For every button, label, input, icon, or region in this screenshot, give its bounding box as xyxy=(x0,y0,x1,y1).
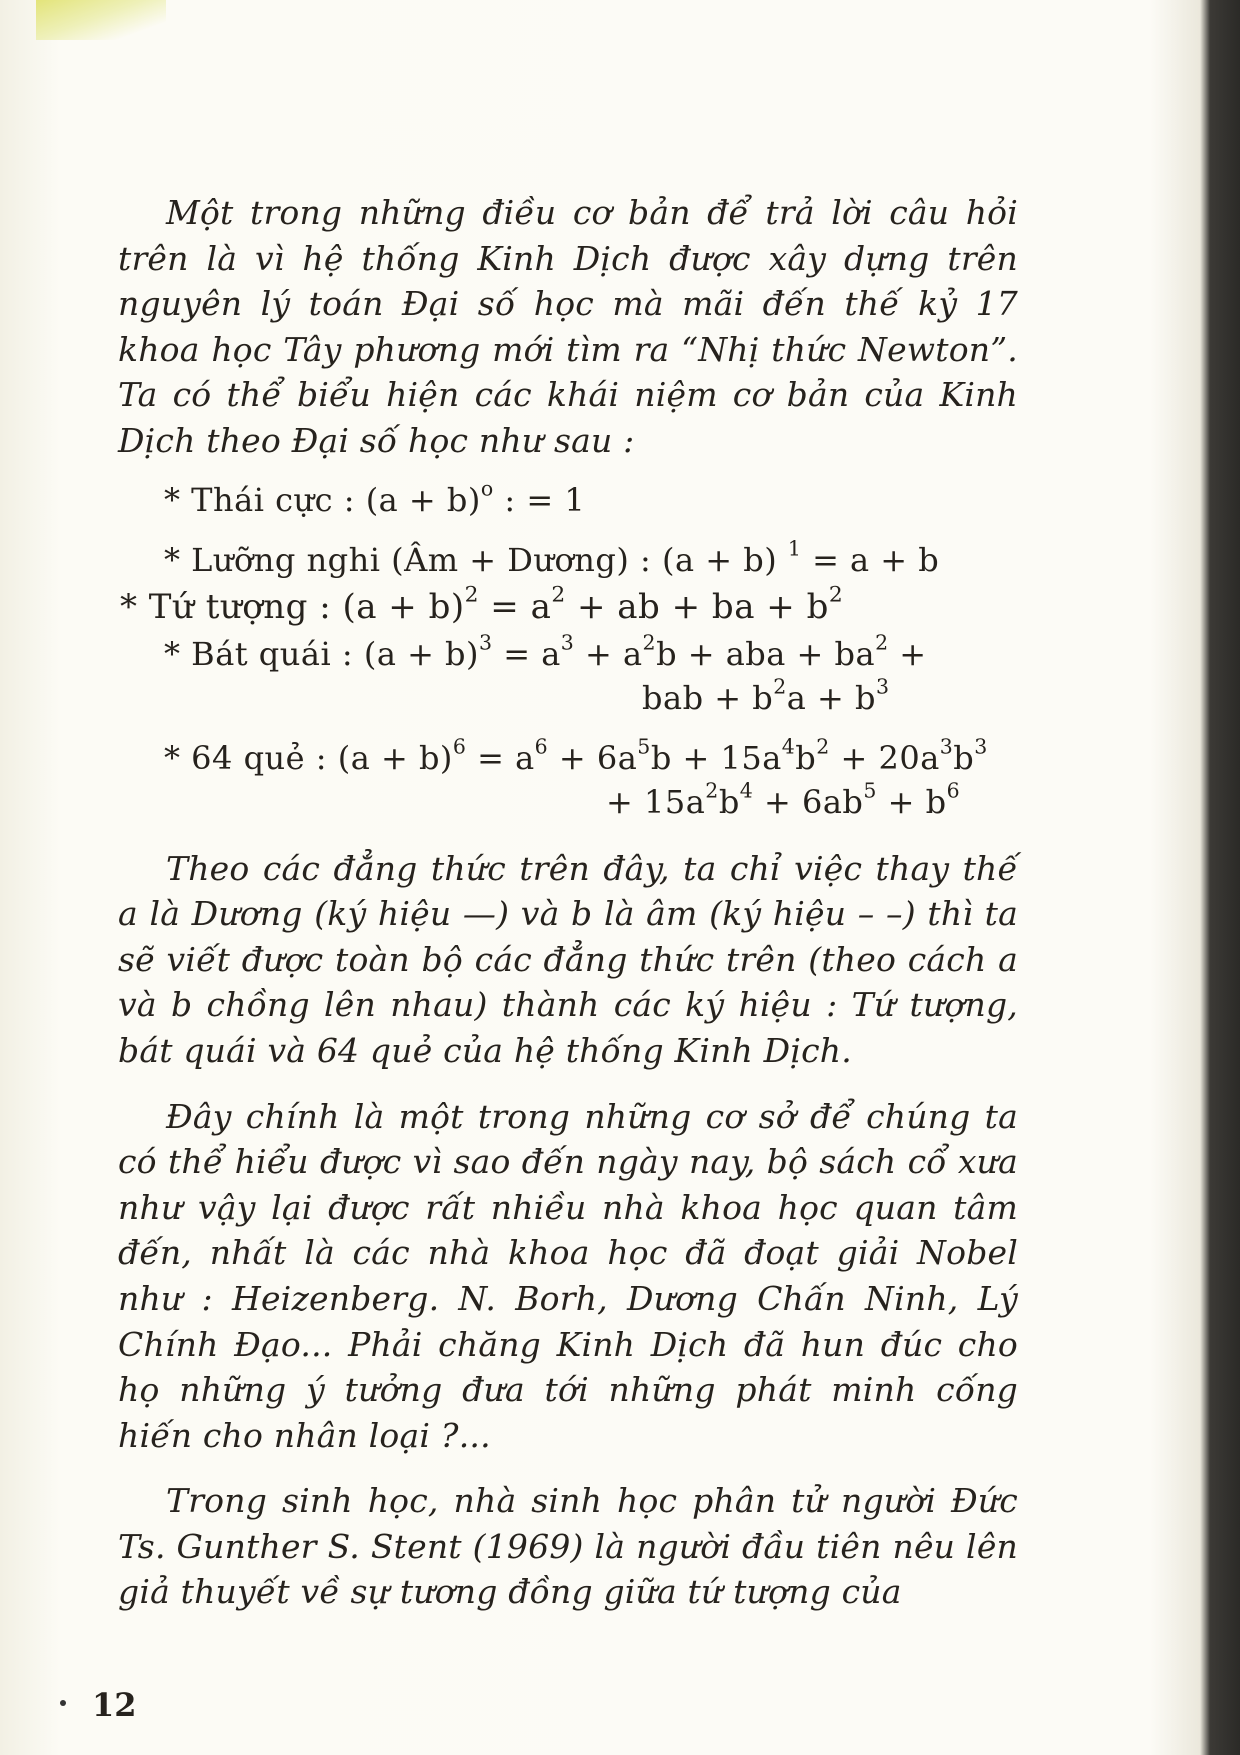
paragraph-theo-cac-dang-thuc: Theo các đẳng thức trên đây, ta chỉ việc thay thế a là Dương (ký hiệu —) và b là âm (ký hiệu – –) thì ta sẽ viết được toàn bộ các đẳng thức trên (theo cách a và b chồng lên nhau) thành các ký hiệu : Tứ tượng, bát quái và 64 quẻ của hệ thống Kinh Dịch. xyxy=(118,848,1018,1070)
formula-list xyxy=(118,478,1018,824)
body-text xyxy=(118,190,1018,1615)
formula-64-que-line-1: * 64 quẻ : $(a + b)^6 = a^6 + 6a^5b + 15a^4b^2 + 20a^3b^3$ xyxy=(164,734,988,777)
page-corner-tint xyxy=(36,0,166,40)
formula-tu-tuong: * Tứ tượng : $(a + b)^2 = a^2$ + ab + ba + $b^2$ xyxy=(120,582,844,627)
formula-64-que-line-2: + $15a^2b^4 + 6ab^5 + b^6$ xyxy=(606,778,961,821)
formula-thai-cuc: * Thái cực : $(a + b)^o$ : = 1 xyxy=(164,476,586,519)
page-margin-dot xyxy=(60,1700,66,1706)
formula-bat-quai-line-2: bab + $b^2a + b^3$ xyxy=(642,674,890,717)
paragraph-trong-sinh-hoc: Trong sinh học, nhà sinh học phân tử người Đức Ts. Gunther S. Stent (1969) là người đầu tiên nêu lên giả thuyết về sự tương đồng giữa tứ tượng của xyxy=(118,1481,1018,1612)
formula-bat-quai-line-1: * Bát quái : $(a + b)^3 = a^3 + a^2b$ + aba + $ba^2$ + xyxy=(164,630,927,673)
paragraph-intro: Một trong những điều cơ bản để trả lời câu hỏi trên là vì hệ thống Kinh Dịch được xây dựng trên nguyên lý toán Đại số học mà mãi đến thế kỷ 17 khoa học Tây phương mới tìm ra “Nhị thức Newton”. Ta có thể biểu hiện các khái niệm cơ bản của Kinh Dịch theo Đại số học như sau : xyxy=(118,193,1018,460)
formula-luong-nghi: * Lưỡng nghi (Âm + Dương) : (a + b) $^1$ = a + b xyxy=(164,536,940,579)
page-number: 12 xyxy=(92,1686,137,1724)
paragraph-day-chinh-la: Đây chính là một trong những cơ sở để chúng ta có thể hiểu được vì sao đến ngày nay, bộ sách cổ xưa như vậy lại được rất nhiều nhà khoa học quan tâm đến, nhất là các nhà khoa học đã đoạt giải Nobel như : Heizenberg. N. Borh, Dương Chấn Ninh, Lý Chính Đạo... Phải chăng Kinh Dịch đã hun đúc cho họ những ý tưởng đưa tới những phát minh cống hiến cho nhân loại ?... xyxy=(118,1096,1018,1455)
